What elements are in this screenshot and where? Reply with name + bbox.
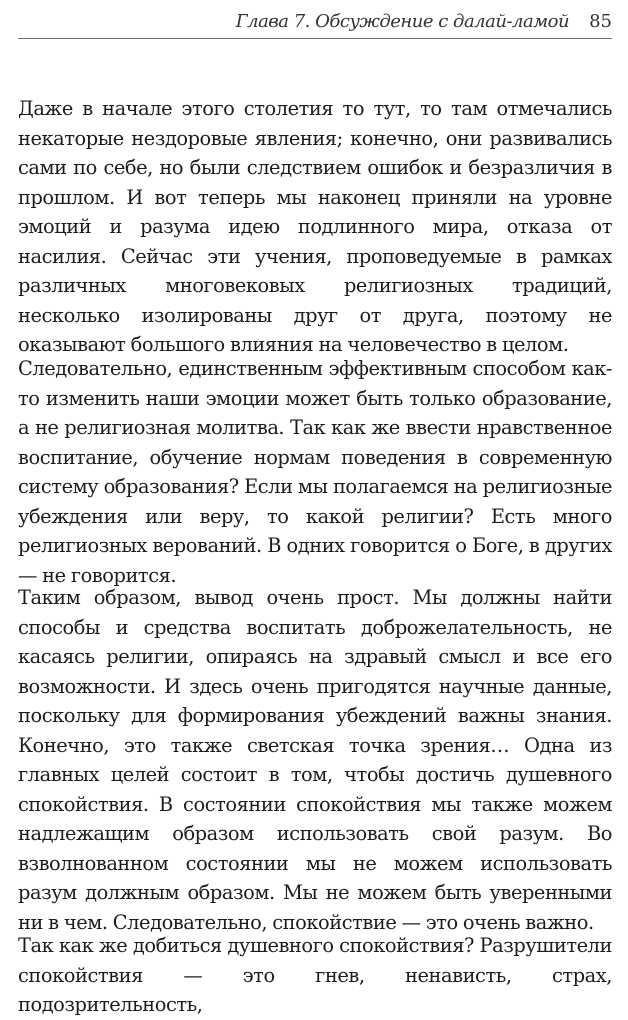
paragraph-4: Так как же добиться душевного спокойствия? Разрушители спокойствия — это гнев, ненависть, страх, подозрительность, [18, 934, 612, 1017]
paragraph-2: Следовательно, единственным эффективным способом как-то изменить наши эмоции может быть только образование, а не религиозная молитва. Так как же ввести нравственное воспитание, обучение нормам поведения в современную систему образования? Если мы полагаемся на религиозные убеждения или веру, то какой религии? Есть много религиозных верований. В одних говорится о Боге, в других — не говорится. [18, 357, 612, 587]
running-title: Глава 7. Обсуждение с далай-ламой [235, 10, 570, 32]
paragraph-1: Даже в начале этого столетия то тут, то там отмечались некаторые нездоровые явления; конечно, они развивались сами по себе, но были следствием ошибок и безразличия в прошлом. И вот теперь мы наконец приняли на уровне эмоций и разума идею подлинного мира, отказа от насилия. Сейчас эти учения, проповедуемые в рамках различных многовековых религиозных традиций, несколько изолированы друг от друга, поэтому не оказывают большого влияния на человечество в целом. [18, 97, 612, 357]
paragraph-3: Таким образом, вывод очень прост. Мы должны найти способы и средства воспитать доброжелательность, не касаясь религии, опираясь на здравый смысл и все его возможности. И здесь очень пригодятся научные данные, поскольку для формирования убеждений важны знания. Конечно, это также светская точка зрения… Одна из главных целей состоит в том, чтобы достичь душевного спокойствия. В состоянии спокойствия мы также можем надлежащим образом использовать свой разум. Во взволнованном состоянии мы не можем использовать разум должным образом. Мы не можем быть уверенными ни в чем. Следовательно, спокойствие — это очень важно. [18, 586, 612, 935]
page-number: 85 [589, 10, 612, 32]
page-header [18, 4, 612, 39]
